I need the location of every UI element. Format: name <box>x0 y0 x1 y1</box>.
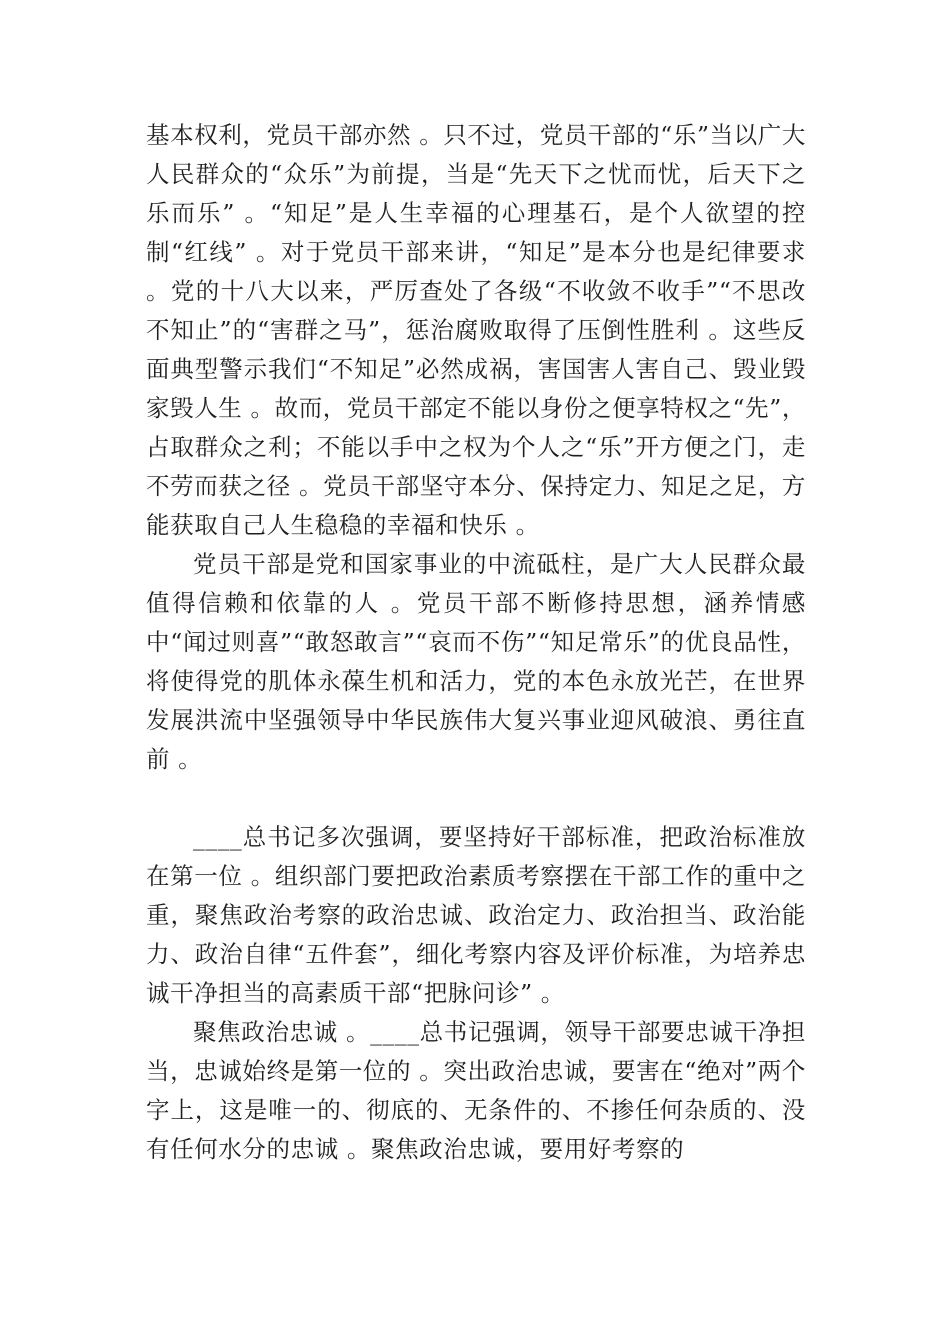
paragraph-continuation: 基本权利，党员干部亦然 。只不过，党员干部的“乐”当以广大人民群众的“众乐”为前提，当是“先天下之忧而忧，后天下之乐而乐” 。“知足”是人生幸福的心理基石，是个人欲望的控制“红线” 。对于党员干部来讲，“知足”是本分也是纪律要求 。党的十八大以来，严厉查处了各级“不收敛不收手”“不思改不知止”的“害群之马”，惩治腐败取得了压倒性胜利 。这些反面典型警示我们“不知足”必然成祸，害国害人害自己、毁业毁家毁人生 。故而，党员干部定不能以身份之便享特权之“先”，占取群众之利；不能以手中之权为个人之“乐”开方便之门，走不劳而获之径 。党员干部坚守本分、保持定力、知足之足，方能获取自己人生稳稳的幸福和快乐 。 <box>146 121 806 539</box>
document-body <box>146 116 806 1169</box>
paragraph-gap <box>146 779 806 818</box>
paragraph-political-standard: ____总书记多次强调，要坚持好干部标准，把政治标准放在第一位 。组织部门要把政治素质考察摆在干部工作的重中之重，聚焦政治考察的政治忠诚、政治定力、政治担当、政治能力、政治自律“五件套”，细化考察内容及评价标准，为培养忠诚干净担当的高素质干部“把脉问诊” 。 <box>146 823 806 1007</box>
paragraph-political-loyalty: 聚焦政治忠诚 。____总书记强调，领导干部要忠诚干净担当，忠诚始终是第一位的 。突出政治忠诚，要害在“绝对”两个字上，这是唯一的、彻底的、无条件的、不掺任何杂质的、没有任何水分的忠诚 。聚焦政治忠诚，要用好考察的 <box>146 1018 806 1163</box>
paragraph-party-cadres: 党员干部是党和国家事业的中流砥柱，是广大人民群众最值得信赖和依靠的人 。党员干部不断修持思想，涵养情感中“闻过则喜”“敢怒敢言”“哀而不伤”“知足常乐”的优良品性，将使得党的肌体永葆生机和活力，党的本色永放光芒，在世界发展洪流中坚强领导中华民族伟大复兴事业迎风破浪、勇往直前 。 <box>146 550 806 773</box>
